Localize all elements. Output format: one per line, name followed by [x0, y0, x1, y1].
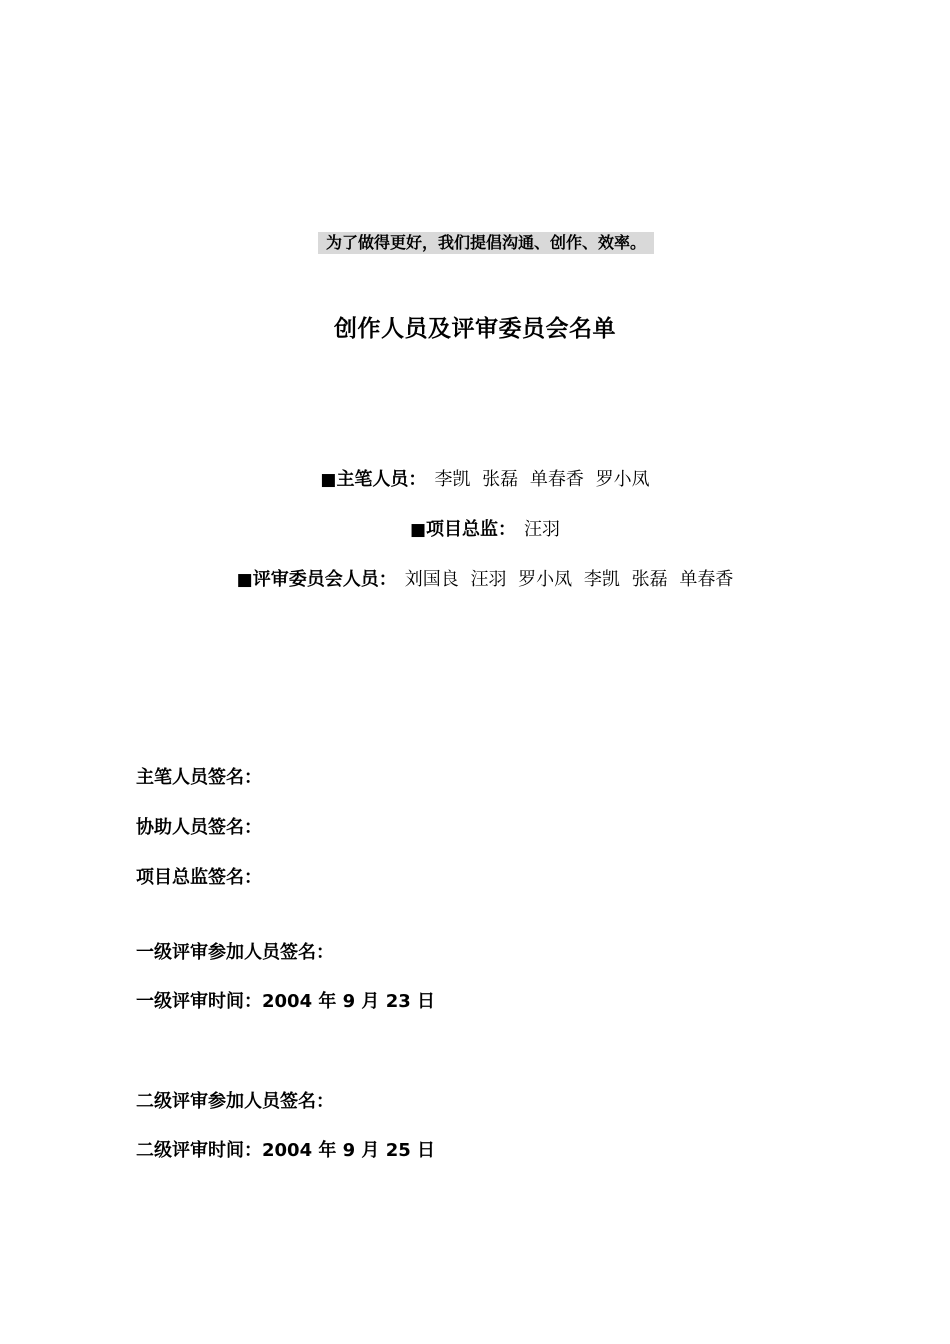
director-name: 汪羽 [524, 519, 561, 540]
square-bullet-icon: ■ [236, 570, 253, 590]
page-title: 创作人员及评审委员会名单 [334, 316, 616, 342]
review1-time [136, 993, 435, 1011]
review1-time-label: 一级评审时间： [136, 991, 262, 1012]
review1-time-value: 2004 年 9 月 23 日 [262, 991, 436, 1012]
writers-names: 李凯 张磊 单春香 罗小凤 [434, 469, 650, 490]
review2-signature-field: 二级评审参加人员签名： [136, 1091, 334, 1112]
square-bullet-icon: ■ [320, 470, 337, 490]
committee-line [10, 571, 950, 589]
committee-label: 评审委员会人员： [252, 569, 397, 590]
review2-time-label: 二级评审时间： [136, 1140, 262, 1161]
director-line [10, 521, 950, 539]
writers-line [10, 471, 950, 489]
director-label: 项目总监： [426, 519, 517, 540]
committee-names: 刘国良 汪羽 罗小凤 李凯 张磊 单春香 [404, 569, 734, 590]
writers-label: 主笔人员： [336, 469, 427, 490]
assistants-signature-field: 协助人员签名： [136, 817, 262, 838]
review2-time [136, 1142, 435, 1160]
review2-time-value: 2004 年 9 月 25 日 [262, 1140, 436, 1161]
review1-signature-field: 一级评审参加人员签名： [136, 942, 334, 963]
slogan-header: 为了做得更好，我们提倡沟通、创作、效率。 [318, 232, 654, 254]
director-signature-field: 项目总监签名： [136, 867, 262, 888]
writers-signature-field: 主笔人员签名： [136, 767, 262, 788]
square-bullet-icon: ■ [409, 520, 427, 540]
